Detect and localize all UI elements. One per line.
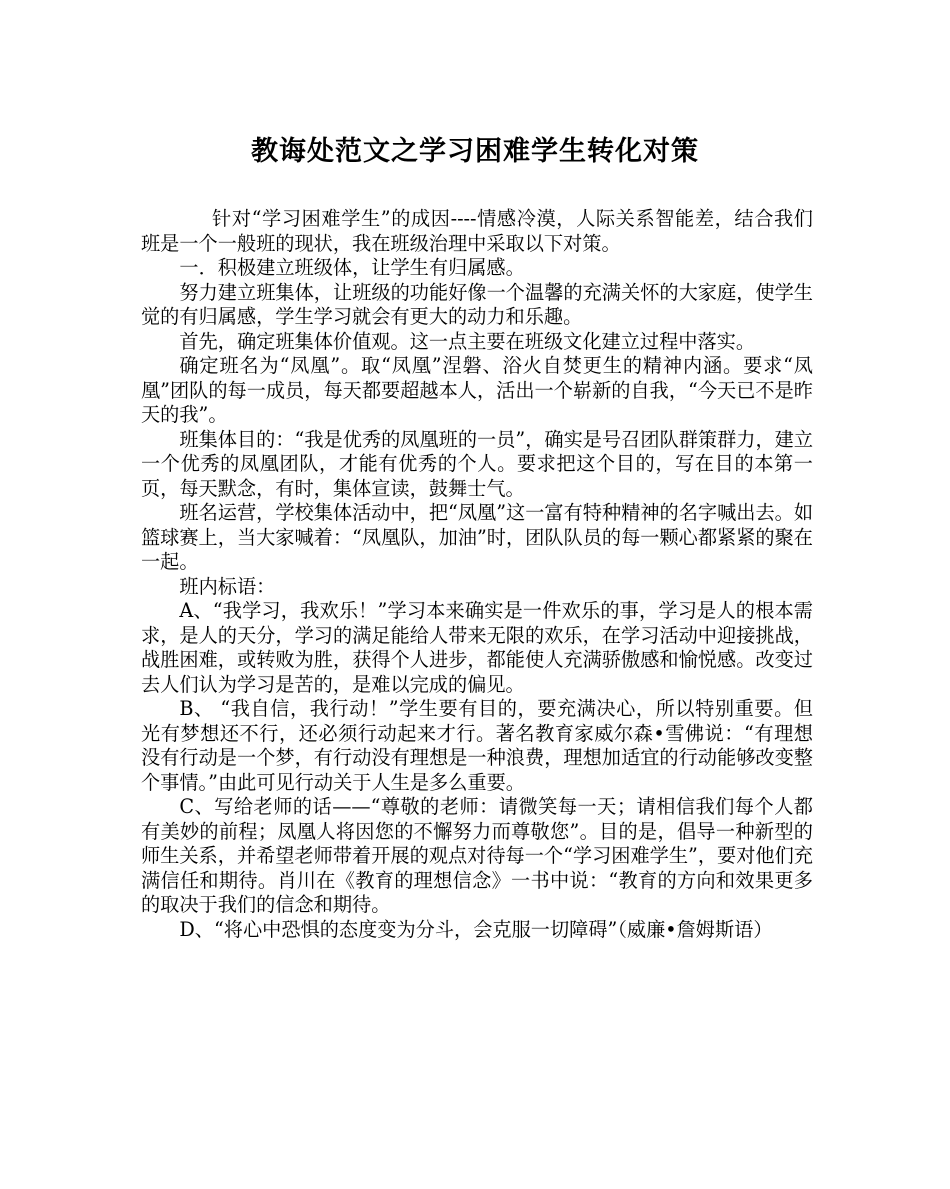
paragraph: 班内标语： xyxy=(179,574,276,598)
paragraph-intro: 针对“学习困难学生”的成因----情感冷漠，人际关系智能差，结合我们班是一个一般班的现状，我在班级治理中采取以下对策。 xyxy=(141,207,813,255)
paragraph-item-d: D、“将心中恐惧的态度变为分斗，会克服一切障碍”（威廉•詹姆斯语） xyxy=(179,917,773,941)
paragraph: 班集体目的：“我是优秀的凤凰班的一员”，确实是号召团队群策群力，建立一个优秀的凤凰团队，才能有优秀的个人。要求把这个目的，写在目的本第一页，每天默念，有时，集体宣读，鼓舞士气。 xyxy=(141,427,814,500)
paragraph: 班名运营，学校集体活动中，把“凤凰”这一富有特种精神的名字喊出去。如篮球赛上，当大家喊着：“凤凰队，加油”时，团队队员的每一颗心都紧紧的聚在一起。 xyxy=(141,501,814,573)
document-body xyxy=(141,207,813,942)
paragraph: 首先，确定班集体价值观。这一点主要在班级文化建立过程中落实。 xyxy=(179,329,756,353)
paragraph-section-heading: 一．积极建立班级体，让学生有归属感。 xyxy=(179,256,525,279)
paragraph: 努力建立班集体，让班级的功能好像一个温馨的充满关怀的大家庭，使学生觉的有归属感，学生学习就会有更大的动力和乐趣。 xyxy=(141,280,813,328)
paragraph: 确定班名为“凤凰”。取“凤凰”涅磐、浴火自焚更生的精神内涵。要求“凤凰”团队的每一成员，每天都要超越本人，活出一个崭新的自我，“今天已不是昨天的我”。 xyxy=(141,354,813,426)
document-title: 教诲处范文之学习困难学生转化对策 xyxy=(251,136,699,167)
paragraph-item-a: A、“我学习，我欢乐！”学习本来确实是一件欢乐的事，学习是人的根本需求，是人的天分，学习的满足能给人带来无限的欢乐，在学习活动中迎接挑战，战胜困难，或转败为胜，获得个人进步，都能使人充满骄傲感和愉悦感。改变过去人们认为学习是苦的，是难以完成的偏见。 xyxy=(141,599,813,696)
paragraph-item-b: B、 “我自信，我行动！”学生要有目的，要充满决心，所以特别重要。但光有梦想还不行，还必须行动起来才行。著名教育家威尔森•雪佛说：“有理想没有行动是一个梦，有行动没有理想是一种浪费，理想加适宜的行动能够改变整个事情。”由此可见行动关于人生是多么重要。 xyxy=(141,697,813,794)
paragraph-item-c: C、写给老师的话——“尊敬的老师：请微笑每一天；请相信我们每个人都有美妙的前程；凤凰人将因您的不懈努力而尊敬您”。目的是，倡导一种新型的师生关系，并希望老师带着开展的观点对待每一个“学习困难学生”，要对他们充满信任和期待。肖川在《教育的理想信念》一书中说：“教育的方向和效果更多的取决于我们的信念和期待。 xyxy=(141,795,813,916)
